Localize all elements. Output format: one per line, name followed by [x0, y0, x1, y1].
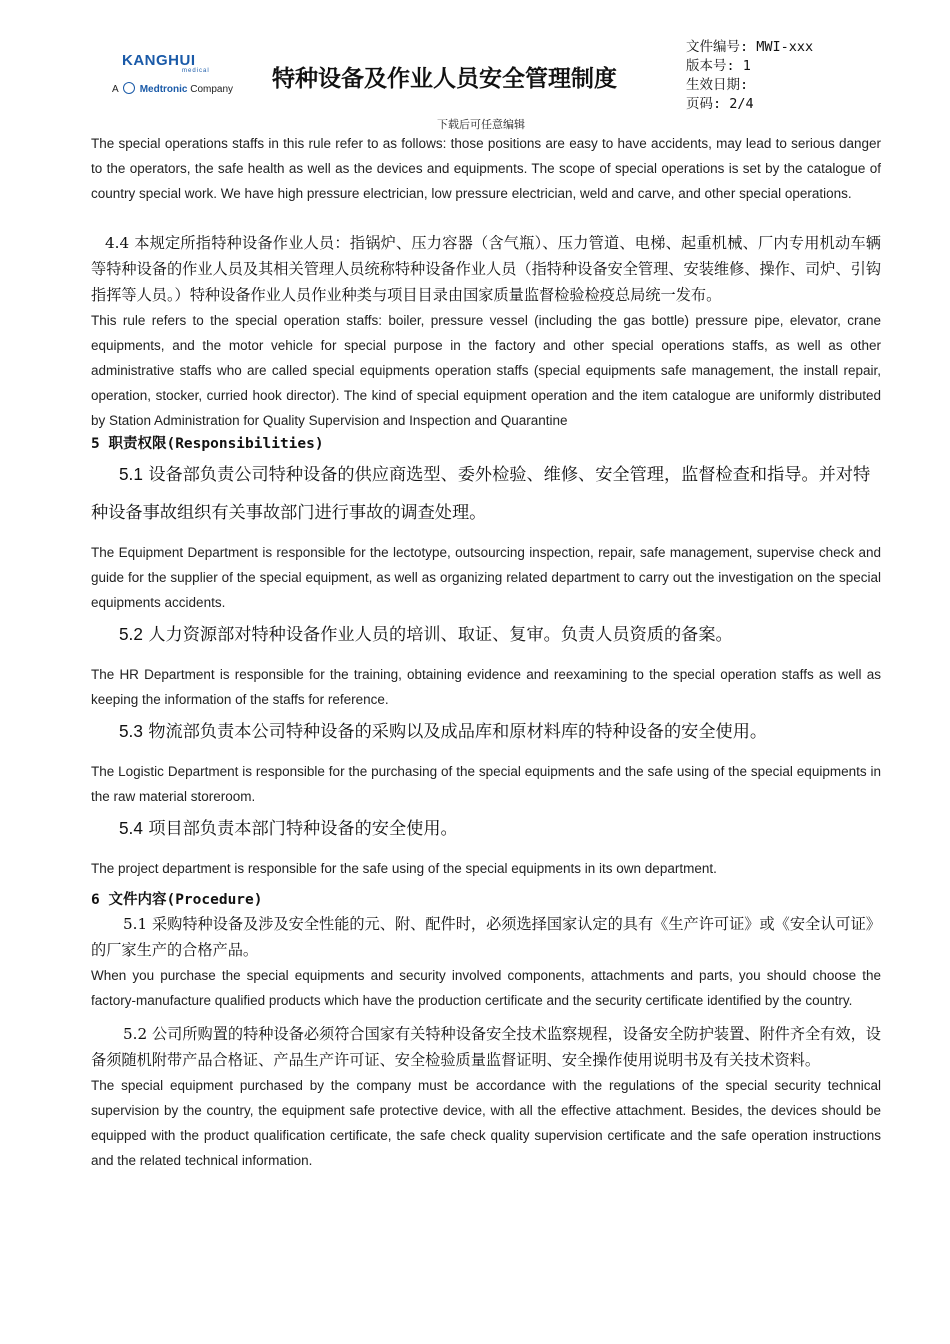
- item-text: 人力资源部对特种设备作业人员的培训、取证、复审。负责人员资质的备案。: [142, 625, 733, 645]
- paragraph-5-3-zh: [91, 712, 881, 751]
- paragraph-6-2-zh: 5.2 公司所购置的特种设备必须符合国家有关特种设备安全技术监察规程，设备安全防护装置、附件齐全有效，设备须随机附带产品合格证、产品生产许可证、安全检验质量监督证明、安全操作使用说明书及有关技术资料。: [91, 1025, 881, 1069]
- item-text: 设备部负责公司特种设备的供应商选型、委外检验、维修、安全管理，监督检查和指导。并对特种设备事故组织有关事故部门进行事故的调查处理。: [91, 465, 871, 523]
- paragraph-en: The special operations staffs in this rule refer to as follows: those positions are easy to have accidents, may lead to serious danger to the operators, the safe health as well as the devices and equipments. The scope of special operations is set by the catalogue of country special work. We have high pressure electrician, low pressure electrician, weld and carve, and other special operations.: [91, 136, 881, 201]
- document-title: 特种设备及作业人员安全管理制度: [272, 66, 617, 92]
- section-6-heading: 6 文件内容(Procedure): [91, 892, 263, 908]
- paragraph-5-2-zh: [91, 615, 881, 654]
- item-number: 5.2: [119, 624, 143, 644]
- item-number: 5.4: [119, 818, 143, 838]
- item-text: 物流部负责本公司特种设备的采购以及成品库和原材料库的特种设备的安全使用。: [142, 722, 768, 742]
- effective-date: 生效日期:: [686, 77, 749, 93]
- logo-brand: KANGHUI: [122, 52, 196, 69]
- paragraph-5-4-en: The project department is responsible for the safe using of the special equipments in its own department.: [91, 861, 717, 876]
- logo-company-suffix: Company: [190, 84, 234, 95]
- edit-note: 下载后可任意编辑: [437, 118, 525, 131]
- doc-version: 版本号: 1: [686, 58, 751, 74]
- paragraph-5-1-zh: [91, 455, 881, 532]
- logo-tagline: [112, 82, 233, 95]
- paragraph-6-1-zh: 5.1 采购特种设备及涉及安全性能的元、附、配件时，必须选择国家认定的具有《生产许可证》或《安全认可证》的厂家生产的合格产品。: [91, 915, 881, 959]
- paragraph-5-3-en: The Logistic Department is responsible for the purchasing of the special equipments and the safe using of the special equipments in the raw material storeroom.: [91, 764, 881, 804]
- item-text: 项目部负责本部门特种设备的安全使用。: [142, 819, 458, 839]
- paragraph-4-4-zh: 4.4 本规定所指特种设备作业人员：指锅炉、压力容器（含气瓶）、压力管道、电梯、起重机械、厂内专用机动车辆等特种设备的作业人员及其相关管理人员统称特种设备作业人员（指特种设备安全管理、安装维修、操作、司炉、引钩指挥等人员。）特种设备作业人员作业种类与项目目录由国家质量监督检验检疫总局统一发布。: [91, 234, 881, 304]
- paragraph-5-4-zh: [91, 809, 881, 848]
- paragraph-4-4-en: This rule refers to the special operation staffs: boiler, pressure vessel (including the gas bottle) pressure pipe, elevator, crane equipments, and the motor vehicle for special purpose in the factory and other special operations staffs, as well as other administrative staffs who are called special equipments operation staffs (special equipments safe management, the install repair, operation, stocker, curried hook director). The kind of special equipment operation and the item catalogue are uniformly distributed by Station Administration for Quality Supervision and Inspection and Quarantine: [91, 313, 881, 428]
- document-meta: [686, 38, 813, 114]
- item-number: 5.3: [119, 721, 143, 741]
- page-number: 页码: 2/4: [686, 96, 754, 112]
- paragraph-5-1-en: The Equipment Department is responsible for the lectotype, outsourcing inspection, repair, safe management, supervise check and guide for the supplier of the special equipment, as well as organizing related department to carry out the investigation on the special equipments accidents.: [91, 545, 881, 610]
- section-5-heading: 5 职责权限(Responsibilities): [91, 436, 324, 452]
- page-header: [0, 0, 950, 130]
- item-number: 5.1: [119, 464, 143, 484]
- paragraph-6-1-en: When you purchase the special equipments and security involved components, attachments and parts, you should choose the factory-manufacture qualified products which have the production certificate and the security certificate identified by the country.: [91, 968, 881, 1008]
- paragraph-5-2-en: The HR Department is responsible for the training, obtaining evidence and reexamining to the special operation staffs as well as keeping the information of the staffs for reference.: [91, 667, 881, 707]
- paragraph-6-2-en: The special equipment purchased by the company must be accordance with the regulations of the special security technical supervision by the country, the equipment safe protective device, with all the effective attachment. Besides, the devices should be equipped with the product qualification certificate, the safe check quality supervision certificate and the safe operation instructions and the related technical information.: [91, 1078, 881, 1168]
- logo-company-brand: Medtronic: [139, 84, 188, 95]
- logo-subtext: medical: [182, 68, 210, 74]
- medtronic-swirl-icon: [123, 82, 135, 94]
- doc-number: 文件编号: MWI-xxx: [686, 39, 814, 55]
- company-logo: [112, 52, 247, 98]
- logo-prefix: A: [112, 84, 119, 95]
- document-body: [91, 131, 881, 1173]
